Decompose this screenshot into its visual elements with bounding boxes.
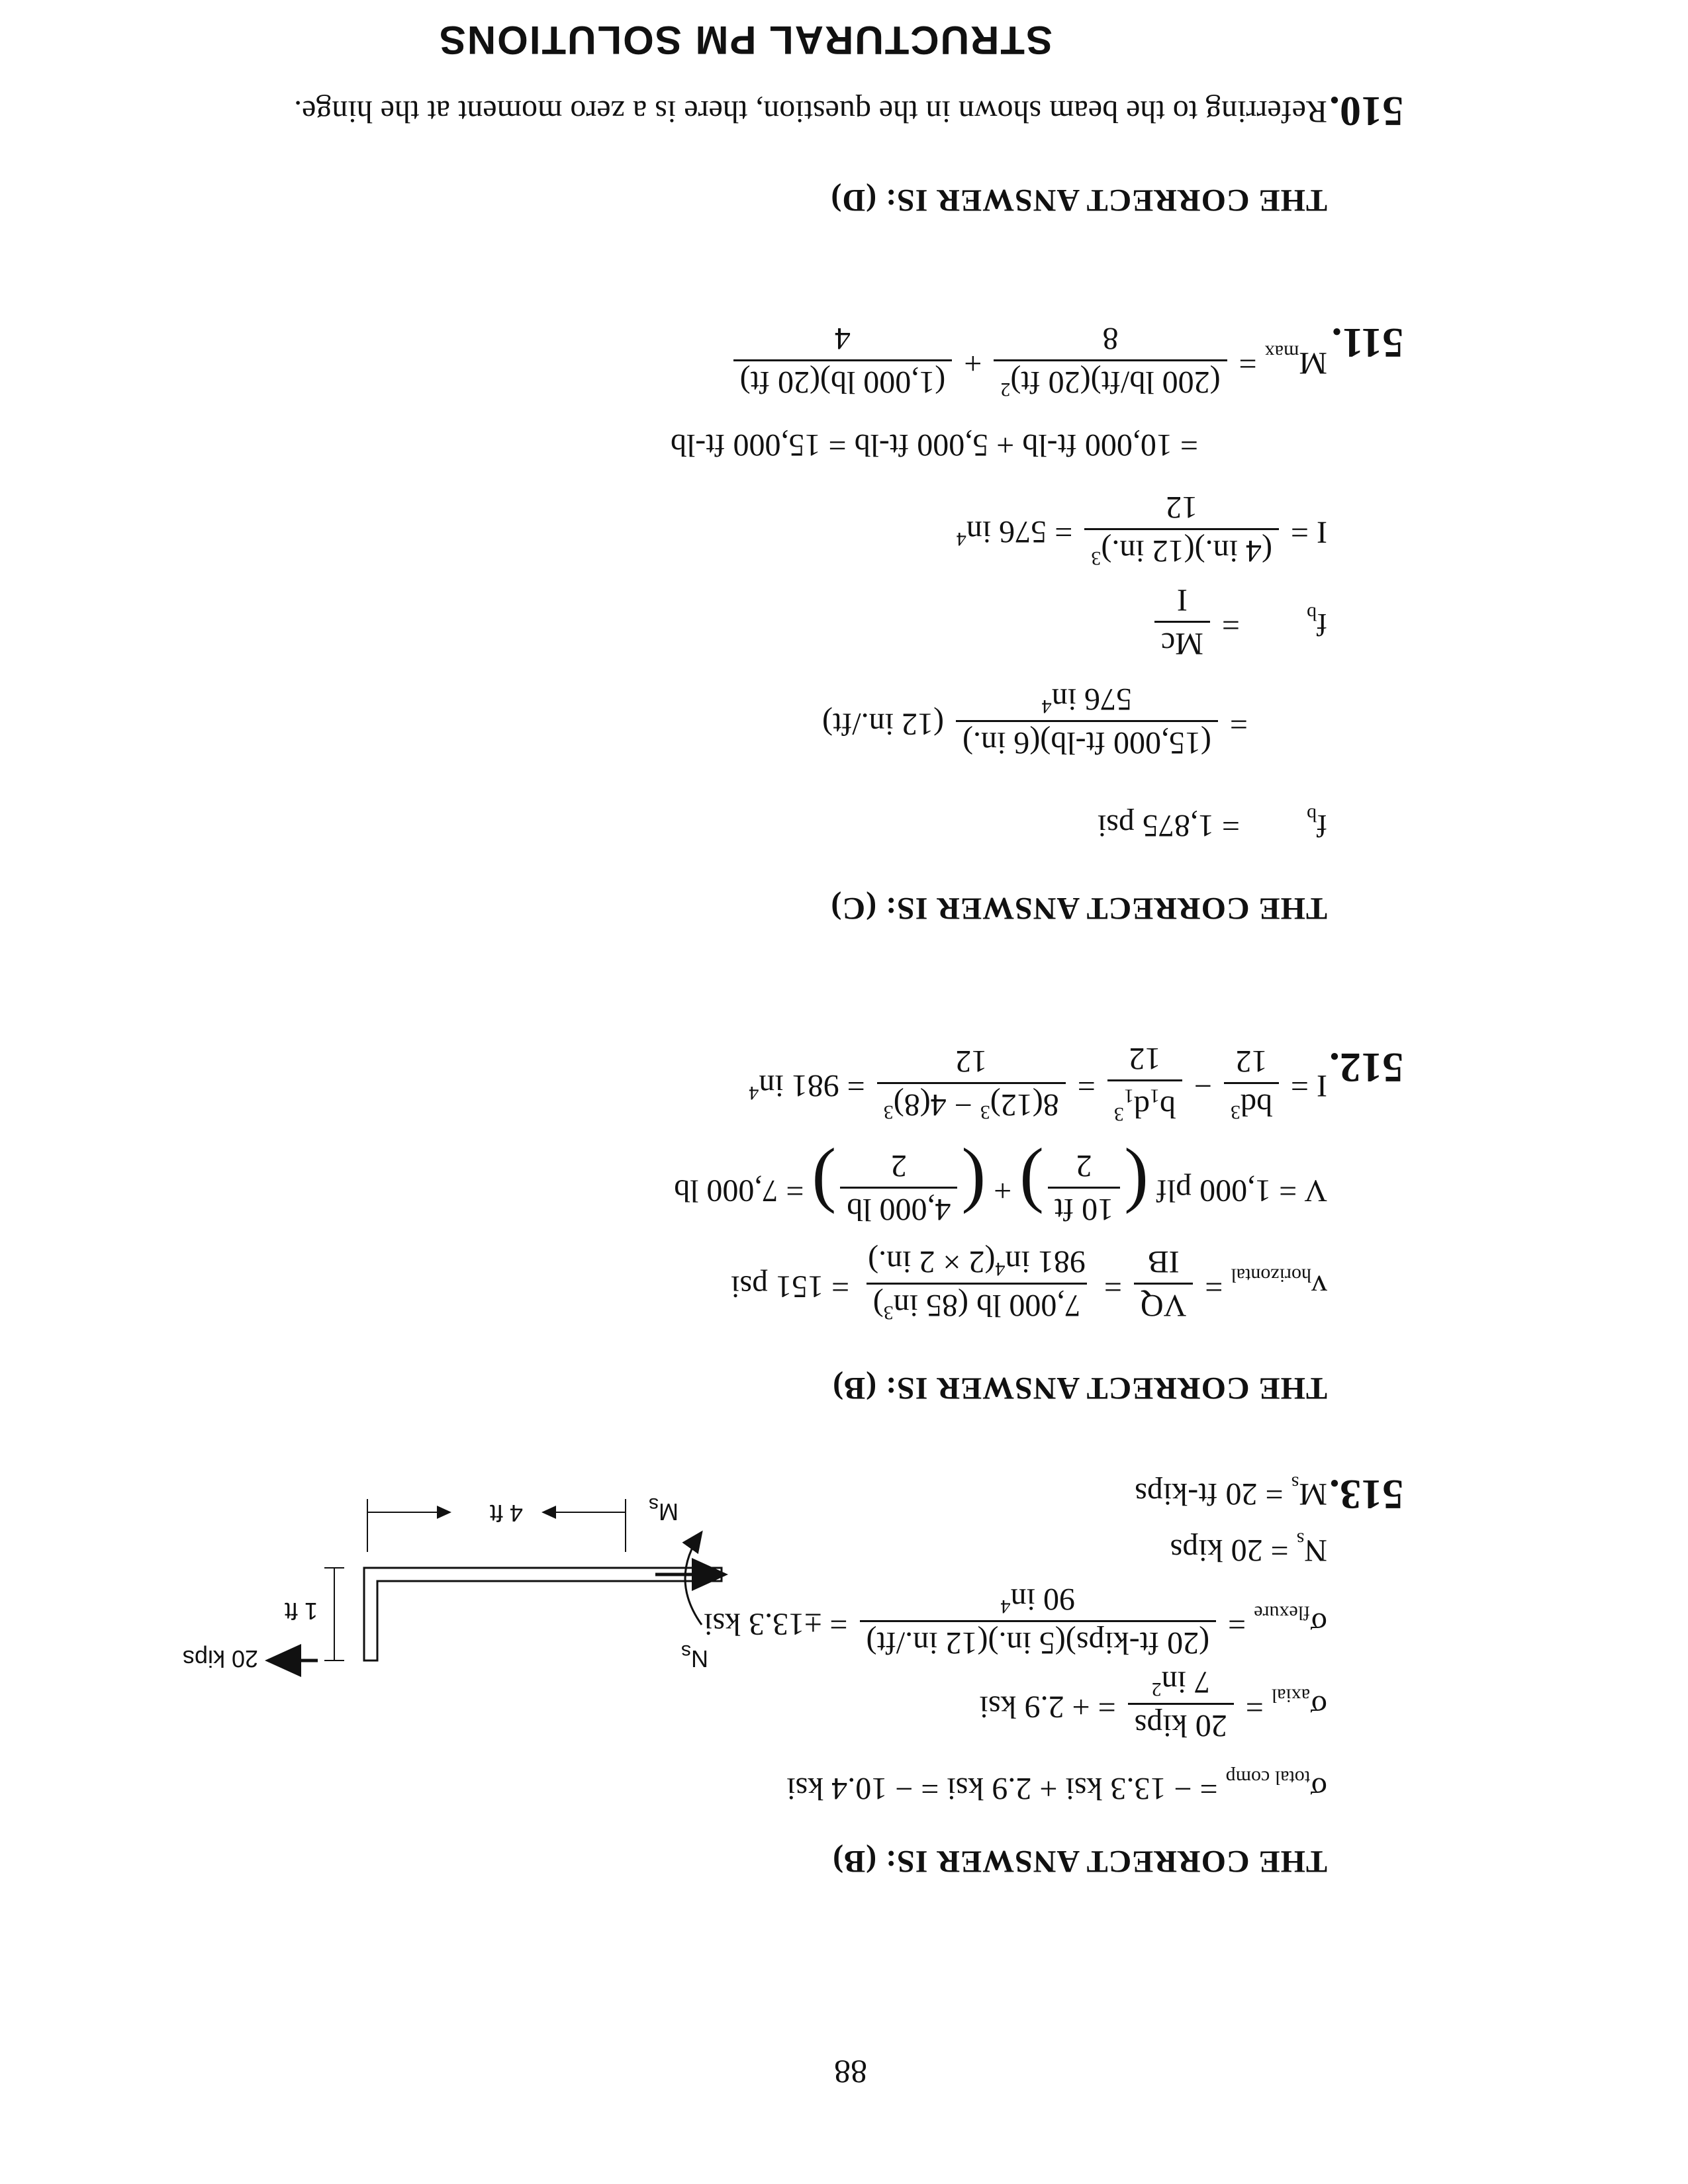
question-510-text: Referring to the beam shown in the question, there is a zero moment at the hinge.: [294, 94, 1327, 129]
eq-511-fb-formula: $f_b$ = Mc I: [1150, 582, 1327, 662]
eq-512-horizontal-shear: $v_{horizontal}$ = VQ IB = 7,000 lb (85 $in^3$) 981 $in^4(2 \times 2$ in.) = 151 psi: [731, 1244, 1327, 1324]
eq-512-moment-of-inertia: I = $bd^3$ 12 − $b_1d_1^3$ 12 = $8(12)^3 - 4(8)^3$ 12 = 981 $in^4$: [749, 1041, 1327, 1125]
question-511-number: 511.: [1331, 320, 1403, 367]
eq-511-mmax: $M_{max}$ = (200 lb/ft)(20 ft)$^2$ 8 + (1,000 lb)(20 ft) 4: [729, 320, 1327, 400]
question-511-answer: THE CORRECT ANSWER IS: (C): [830, 891, 1327, 926]
diagram-drawing: [20, 1459, 735, 1817]
l-member-shape: [364, 1568, 722, 1661]
question-510-answer: THE CORRECT ANSWER IS: (D): [830, 183, 1327, 218]
eq-513-normal: $N_s = 20$ kips: [1170, 1528, 1327, 1568]
mmax-term1: (200 lb/ft)(20 ft)$^2$ 8: [994, 320, 1227, 400]
eq-511-mmax-result: = 10,000 ft-lb + 5,000 ft-lb = 15,000 ft-lb: [670, 428, 1198, 463]
question-513-number: 513.: [1329, 1471, 1403, 1518]
page-title: STRUCTURAL PM SOLUTIONS: [438, 18, 1053, 62]
eq-511-fb-calc: = (15,000 ft-lb)(6 in.) 576 $in^4$ (12 in./ft): [822, 682, 1248, 760]
eq-511-moment-of-inertia: I = (4 in.)(12 in.)$^3$ 12 = 576 $in^4$: [956, 490, 1327, 569]
eq-511-fb-result: $f_b = 1,875$ psi: [1097, 803, 1327, 843]
moment-label: $M_s$: [649, 1493, 679, 1525]
moment-arc-arrow: [685, 1532, 702, 1625]
mmax-term2: (1,000 lb)(20 ft) 4: [733, 320, 953, 400]
question-512-answer: THE CORRECT ANSWER IS: (B): [832, 1371, 1327, 1406]
question-512-number: 512.: [1329, 1044, 1403, 1091]
eq-513-axial-stress: $\sigma_{axial}$ = 20 kips 7 $in^2$ = + 2.9 ksi: [979, 1664, 1327, 1743]
eq-513-flexure-stress: $\sigma_{flexure}$ = (20 ft-kips)(5 in.)(12 in./ft) 90 $in^4$ = ±13.3 ksi: [704, 1582, 1327, 1661]
question-513-answer: THE CORRECT ANSWER IS: (B): [832, 1844, 1327, 1879]
mmax-symbol: $M_{max}$: [1264, 341, 1327, 381]
length-label: 4 ft: [489, 1500, 523, 1527]
eq-512-shear: V = 1,000 plf ( 10 ft 2 ) + ( 4,000 lb 2 ) = 7,000 lb: [674, 1147, 1327, 1228]
eq-513-moment: $M_s = 20$ ft-kips: [1135, 1472, 1327, 1512]
height-label: 1 ft: [284, 1598, 318, 1625]
free-body-diagram: [20, 1459, 735, 1817]
question-510-number: 510.: [1329, 88, 1403, 135]
normal-force-label: $N_s$: [681, 1640, 708, 1672]
eq-513-total-stress: $\sigma_{total comp}$ = − 13.3 ksi + 2.9 ksi = − 10.4 ksi: [786, 1766, 1327, 1806]
page-number: 88: [834, 2054, 867, 2091]
load-label: 20 kips: [182, 1645, 258, 1672]
